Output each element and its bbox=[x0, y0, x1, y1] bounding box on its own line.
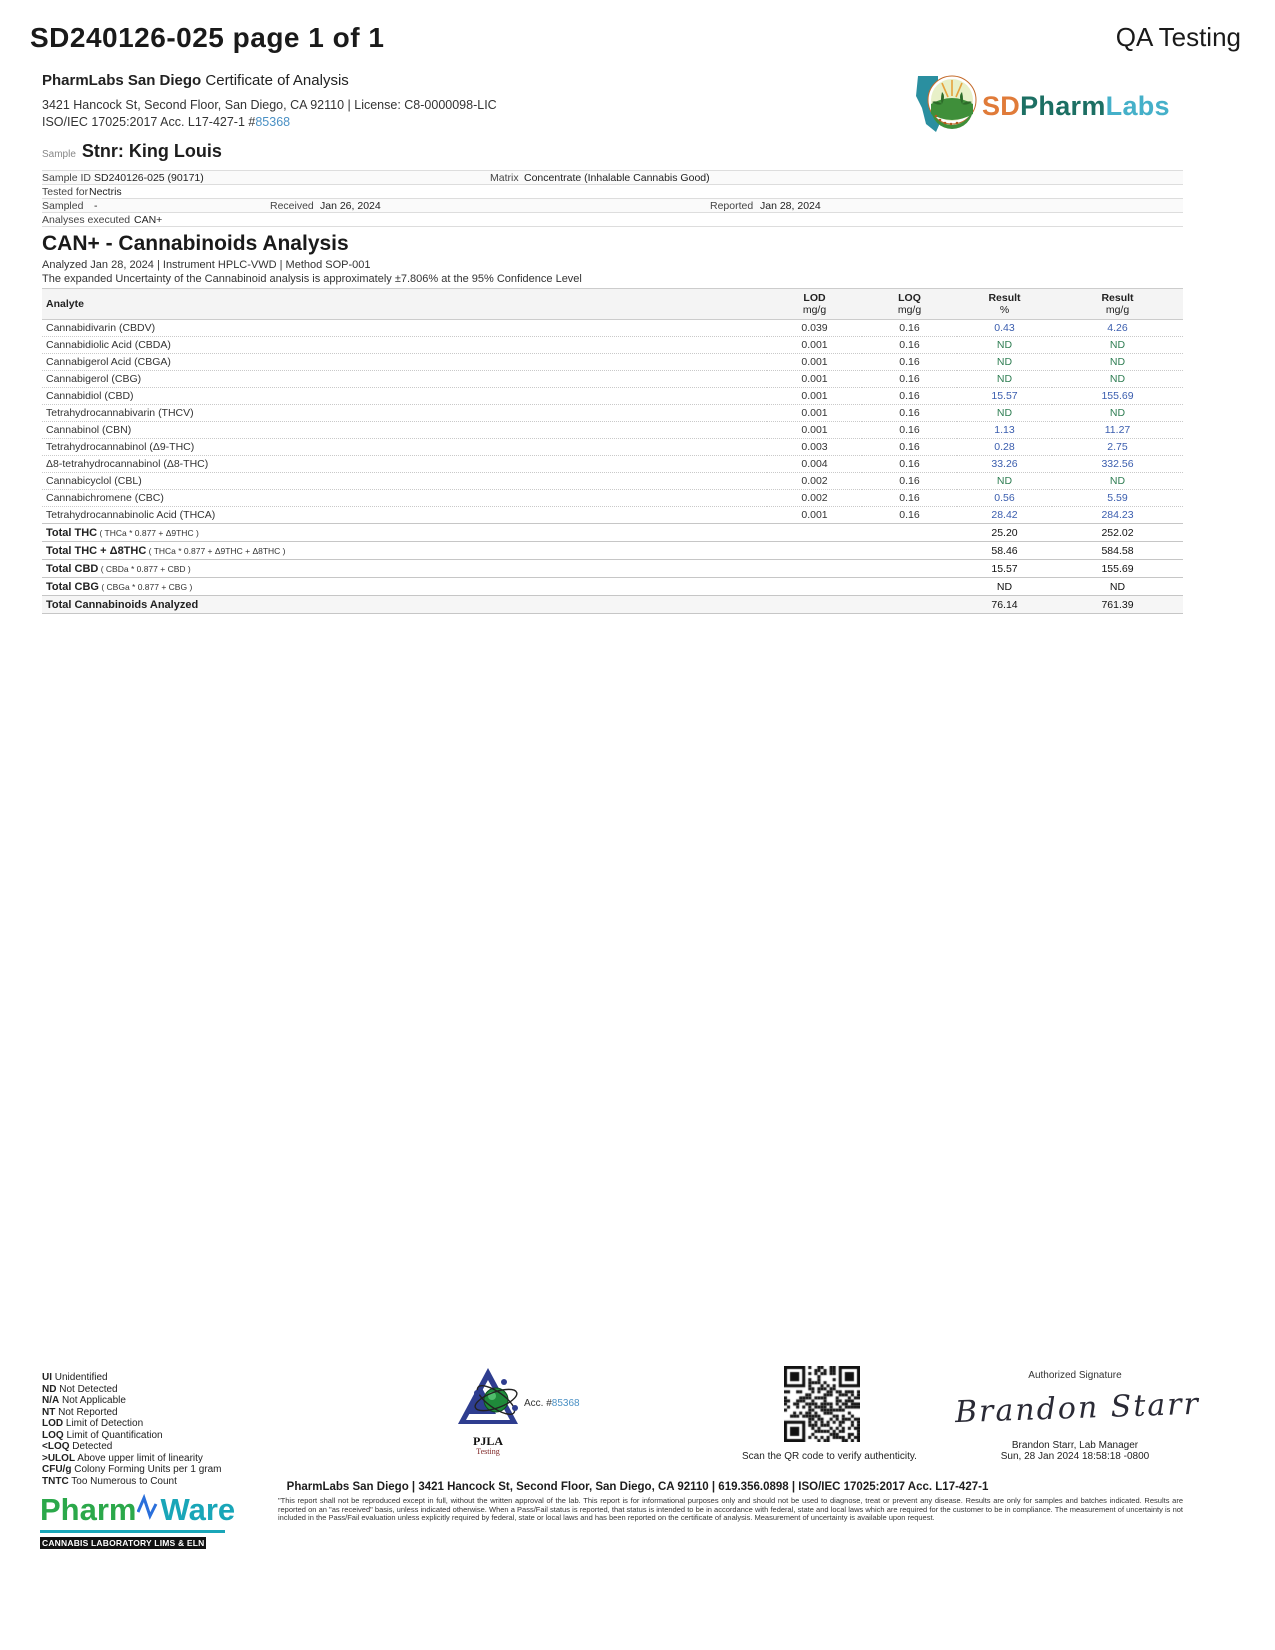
pjla-acc-line bbox=[524, 1398, 580, 1409]
lab-address-block bbox=[42, 97, 497, 131]
qr-code bbox=[784, 1366, 860, 1442]
accreditation-number-link[interactable]: 85368 bbox=[255, 115, 291, 129]
analyte-rows bbox=[42, 320, 1183, 524]
total-row: Total THC ( THCa * 0.877 + Δ9THC ) 25.20 252.02 bbox=[42, 524, 1183, 542]
analysis-section-title: CAN+ - Cannabinoids Analysis bbox=[42, 232, 349, 255]
sample-label: Sample bbox=[42, 149, 76, 160]
pjla-acc-prefix: Acc. # bbox=[524, 1398, 552, 1409]
qa-testing-title: QA Testing bbox=[1115, 22, 1241, 52]
pjla-accreditation-block bbox=[452, 1366, 612, 1456]
legend-item: NT Not Reported bbox=[42, 1406, 118, 1418]
table-row: Cannabidiol (CBD) 0.001 0.16 15.57 155.69 bbox=[42, 388, 1183, 405]
total-row: Total CBD ( CBDa * 0.877 + CBD ) 15.57 155.69 bbox=[42, 560, 1183, 578]
header-result-pct: Result % bbox=[957, 289, 1052, 320]
uncertainty-note: The expanded Uncertainty of the Cannabinoid analysis is approximately ±7.806% at the 95% Confidence Level bbox=[42, 273, 582, 285]
sample-id-label: Sample ID bbox=[42, 172, 92, 184]
lab-address: 3421 Hancock St, Second Floor, San Diego, CA 92110 | License: C8-0000098-LIC bbox=[42, 98, 497, 112]
sample-name: Stnr: King Louis bbox=[81, 141, 222, 161]
table-row: Cannabicyclol (CBL) 0.002 0.16 ND ND bbox=[42, 473, 1183, 490]
pharmware-ware: Ware bbox=[160, 1492, 236, 1527]
table-row: Cannabigerol Acid (CBGA) 0.001 0.16 ND ND bbox=[42, 354, 1183, 371]
sdpharmlabs-logo bbox=[912, 70, 1170, 143]
signature-block bbox=[954, 1370, 1201, 1462]
tested-for-value: Nectris bbox=[89, 186, 122, 198]
pharmware-tagline: CANNABIS LABORATORY LIMS & ELN bbox=[42, 1538, 205, 1548]
legend-item: LOD Limit of Detection bbox=[42, 1418, 144, 1429]
pharmware-pharm: Pharm bbox=[40, 1492, 137, 1527]
legend-item: UI Unidentified bbox=[42, 1372, 108, 1383]
signature-date: Sun, 28 Jan 2024 18:58:18 -0800 bbox=[1000, 1451, 1150, 1462]
sampled-value: - bbox=[94, 200, 98, 212]
sample-info-row-3 bbox=[42, 199, 1183, 213]
pharmware-logo bbox=[40, 1492, 236, 1551]
sample-id-value: SD240126-025 (90171) bbox=[94, 172, 204, 184]
sample-name-line bbox=[42, 141, 222, 162]
lab-name: PharmLabs San Diego bbox=[42, 72, 202, 89]
brand-sd: SD bbox=[982, 91, 1021, 121]
footer-contact-line: PharmLabs San Diego | 3421 Hancock St, Second Floor, San Diego, CA 92110 | 619.356.0898 | ISO/IEC 17025:2017 Acc. L17-427-1 bbox=[286, 1481, 989, 1493]
disclaimer-text: "This report shall not be reproduced except in full, without the written approval of the lab. This report is for informational purposes only and should not be used to diagnose, treat or prevent any disease. Results are only for samples and batches indicated. Results are reported on an "as received" basis, unless indicated otherwise. When a Pass/Fail status is reported, that status is intended to be in accordance with federal, state and local laws which are required for the customer to be in compliance. The measurement of uncertainty is not included in the Pass/Fail evaluation unless explicitly required by federal, state or local laws and has been reported on the certificate of analysis. Measurement of uncertainty is available upon request. bbox=[278, 1496, 1183, 1523]
tested-for-label: Tested for bbox=[42, 186, 89, 198]
sample-info-table bbox=[42, 170, 1183, 227]
reported-value: Jan 28, 2024 bbox=[760, 200, 821, 212]
analyses-executed-label: Analyses executed bbox=[42, 214, 131, 226]
header-analyte: Analyte bbox=[42, 289, 767, 320]
sample-info-row-4 bbox=[42, 213, 1183, 227]
header-result-mg: Result mg/g bbox=[1052, 289, 1183, 320]
pjla-caption bbox=[452, 1436, 524, 1456]
legend-list bbox=[42, 1372, 222, 1487]
pharmware-wordmark bbox=[40, 1492, 236, 1533]
iso-prefix: ISO/IEC 17025:2017 Acc. L17-427-1 # bbox=[42, 115, 256, 129]
legend-item: N/A Not Applicable bbox=[42, 1395, 126, 1406]
header-loq: LOQ mg/g bbox=[862, 289, 957, 320]
brand-wordmark bbox=[982, 91, 1170, 122]
iso-accreditation-line bbox=[42, 114, 497, 131]
table-row: Δ8-tetrahydrocannabinol (Δ8-THC) 0.004 0.16 33.26 332.56 bbox=[42, 456, 1183, 473]
lab-name-line bbox=[42, 72, 349, 89]
sample-info-row-1 bbox=[42, 171, 1183, 185]
legend-item: LOQ Limit of Quantification bbox=[42, 1429, 163, 1441]
header-lod: LOD mg/g bbox=[767, 289, 862, 320]
doc-type: Certificate of Analysis bbox=[205, 72, 349, 89]
pjla-name: PJLA bbox=[473, 1434, 503, 1448]
legend-item: ND Not Detected bbox=[42, 1383, 118, 1395]
total-row: Total THC + Δ8THC ( THCa * 0.877 + Δ9THC + Δ8THC ) 58.46 584.58 bbox=[42, 542, 1183, 560]
legend-item: <LOQ Detected bbox=[42, 1441, 113, 1452]
brand-labs: Labs bbox=[1105, 91, 1170, 121]
signer-name: Brandon Starr, Lab Manager bbox=[1011, 1440, 1139, 1451]
table-row: Tetrahydrocannabivarin (THCV) 0.001 0.16 ND ND bbox=[42, 405, 1183, 422]
total-rows bbox=[42, 524, 1183, 614]
qr-caption: Scan the QR code to verify authenticity. bbox=[742, 1451, 917, 1462]
sampled-label: Sampled bbox=[42, 200, 84, 212]
table-row: Tetrahydrocannabinol (Δ9-THC) 0.003 0.16 0.28 2.75 bbox=[42, 439, 1183, 456]
pjla-logo-icon bbox=[452, 1417, 524, 1434]
analyses-executed-value: CAN+ bbox=[134, 214, 163, 226]
sample-info-row-2 bbox=[42, 185, 1183, 199]
pharmlabs-emblem-icon bbox=[912, 70, 978, 143]
total-row: Total CBG ( CBGa * 0.877 + CBG ) ND ND bbox=[42, 578, 1183, 596]
table-header bbox=[42, 289, 1183, 320]
authorized-signature-label: Authorized Signature bbox=[1028, 1370, 1122, 1381]
signature-script: Brandon Starr bbox=[954, 1386, 1201, 1431]
total-row: Total Cannabinoids Analyzed 76.14 761.39 bbox=[42, 596, 1183, 614]
brand-pharm: Pharm bbox=[1020, 91, 1106, 121]
reported-label: Reported bbox=[710, 200, 754, 212]
received-value: Jan 26, 2024 bbox=[320, 200, 381, 212]
analysis-subtitle: Analyzed Jan 28, 2024 | Instrument HPLC-VWD | Method SOP-001 bbox=[42, 259, 371, 271]
table-row: Cannabichromene (CBC) 0.002 0.16 0.56 5.59 bbox=[42, 490, 1183, 507]
pjla-testing: Testing bbox=[476, 1447, 500, 1456]
legend-item: TNTC Too Numerous to Count bbox=[42, 1475, 177, 1487]
legend-item: >ULOL Above upper limit of linearity bbox=[42, 1452, 203, 1464]
table-row: Cannabigerol (CBG) 0.001 0.16 ND ND bbox=[42, 371, 1183, 388]
matrix-value: Concentrate (Inhalable Cannabis Good) bbox=[524, 172, 710, 184]
matrix-label: Matrix bbox=[490, 172, 519, 184]
document-id-title: SD240126-025 page 1 of 1 bbox=[30, 22, 385, 53]
table-row: Cannabidivarin (CBDV) 0.039 0.16 0.43 4.26 bbox=[42, 320, 1183, 337]
qr-block bbox=[742, 1366, 917, 1462]
table-row: Tetrahydrocannabinolic Acid (THCA) 0.001 0.16 28.42 284.23 bbox=[42, 507, 1183, 524]
table-row: Cannabinol (CBN) 0.001 0.16 1.13 11.27 bbox=[42, 422, 1183, 439]
table-row: Cannabidiolic Acid (CBDA) 0.001 0.16 ND ND bbox=[42, 337, 1183, 354]
pjla-acc-number-link[interactable]: 85368 bbox=[551, 1398, 580, 1409]
received-label: Received bbox=[270, 200, 314, 212]
cannabinoids-table bbox=[42, 288, 1183, 614]
legend-item: CFU/g Colony Forming Units per 1 gram bbox=[42, 1464, 222, 1475]
pharmware-pulse-icon bbox=[137, 1492, 159, 1528]
